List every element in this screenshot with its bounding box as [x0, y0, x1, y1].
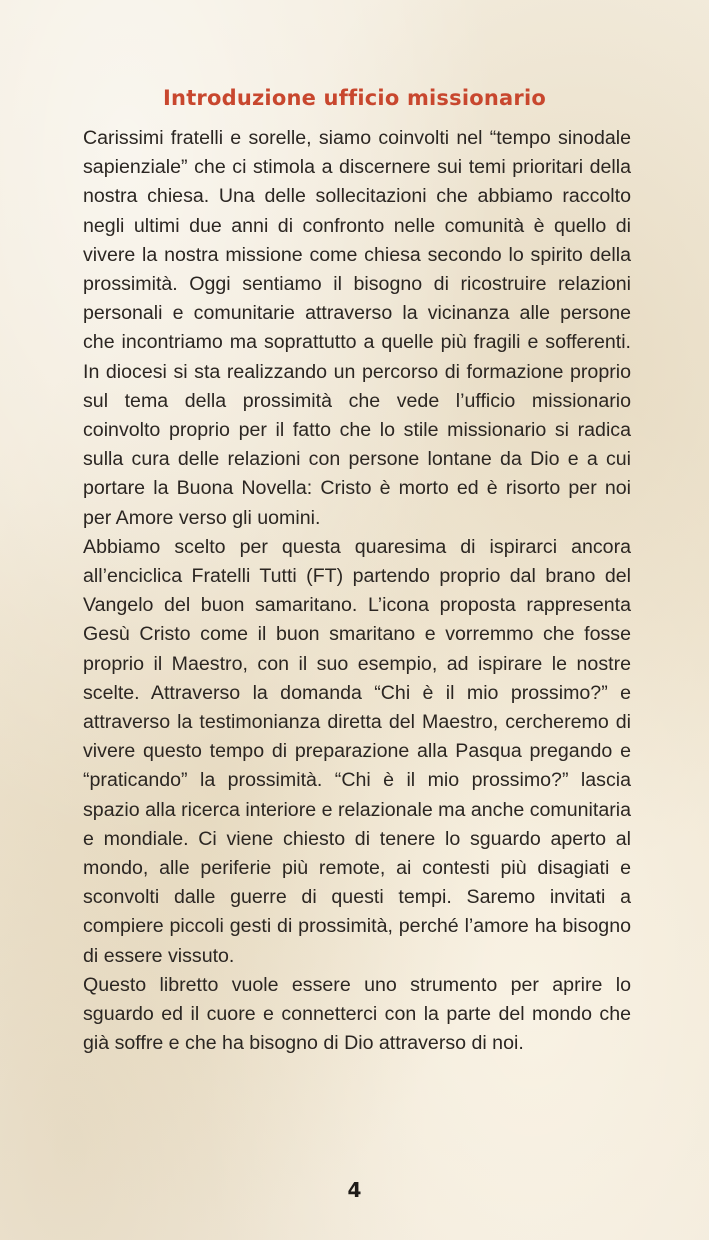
- paragraph-2: Abbiamo scelto per questa quaresima di ispirarci ancora all’enciclica Fratelli Tutti (FT) partendo proprio dal brano del Vangelo del buon samaritano. L’icona proposta rappresenta Gesù Cristo come il buon smaritano e vorremmo che fosse proprio il Maestro, con il suo esempio, ad ispirare le nostre scelte. Attraverso la domanda “Chi è il mio prossimo?” e attraverso la testimonianza diretta del Maestro, cercheremo di vivere questo tempo di preparazione alla Pasqua pregando e “praticando” la prossimità. “Chi è il mio prossimo?” lascia spazio alla ricerca interiore e relazionale ma anche comunitaria e mondiale. Ci viene chiesto di tenere lo sguardo aperto al mondo, alle periferie più remote, ai contesti più disagiati e sconvolti dalle guerre di questi tempi. Saremo invitati a compiere piccoli gesti di prossimità, perché l’amore ha bisogno di essere vissuto.: [83, 535, 631, 967]
- section-title: Introduzione ufficio missionario: [163, 86, 546, 110]
- paragraph-1: Carissimi fratelli e sorelle, siamo coinvolti nel “tempo sinodale sapienziale” che ci stimola a discernere sui temi prioritari della nostra chiesa. Una delle sollecitazioni che abbiamo raccolto negli ultimi due anni di confronto nelle comunità è quello di vivere la nostra missione come chiesa secondo lo spirito della prossimità. Oggi sentiamo il bisogno di ricostruire relazioni personali e comunitarie attraverso la vicinanza alle persone che incontriamo ma soprattutto a quelle più fragili e sofferenti. In diocesi si sta realizzando un percorso di formazione proprio sul tema della prossimità che vede l’ufficio missionario coinvolto proprio per il fatto che lo stile missionario si radica sulla cura delle relazioni con persone lontane da Dio e a cui portare la Buona Novella: Cristo è morto ed è risorto per noi per Amore verso gli uomini.: [83, 127, 631, 529]
- body-text: [83, 124, 631, 1059]
- paragraph-3: Questo libretto vuole essere uno strumento per aprire lo sguardo ed il cuore e connetterci con la parte del mondo che già soffre e che ha bisogno di Dio attraverso di noi.: [83, 973, 631, 1055]
- page-number: 4: [347, 1178, 362, 1202]
